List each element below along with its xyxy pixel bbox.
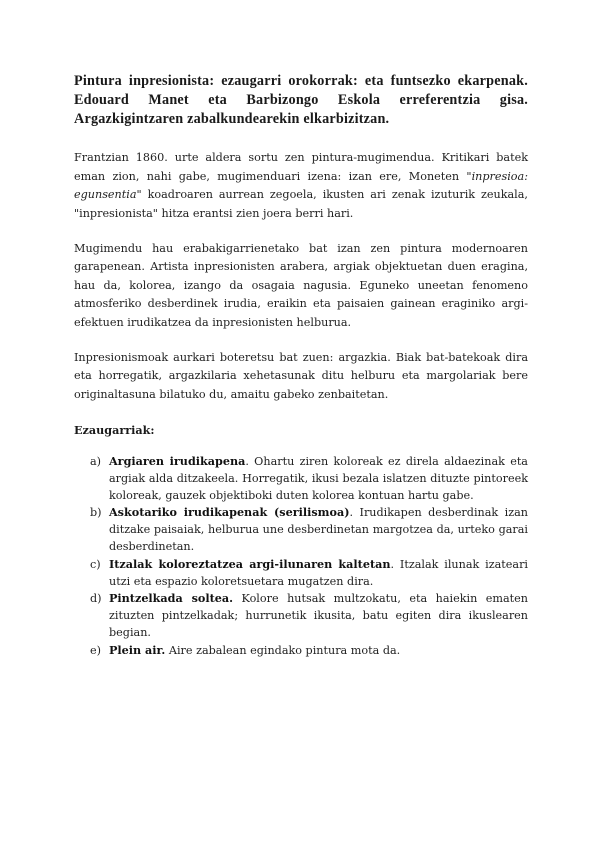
feature-description: Kolore hutsak multzokatu, eta haiekin ematen zituzten pintzelkadak; hurrunetik ikusita, batu egiten dira ikuslearen begian.: [109, 592, 528, 639]
feature-item-d: [90, 590, 528, 641]
painting-title-quote: inpresioa: egunsentia: [74, 169, 528, 201]
feature-term: Plein air.: [109, 642, 166, 657]
paragraph-origin-text-start: Frantzian 1860. urte aldera sortu zen pintura-mugimendua. Kritikari batek eman zion, nahi gabe, mugimenduari izena: izan ere, Moneten ": [74, 151, 528, 183]
feature-term: Argiaren irudikapena: [109, 453, 246, 468]
feature-item-b: [90, 504, 528, 555]
list-marker: e): [90, 643, 101, 657]
title-line-3: Argazkigintzaren zabalkundearekin elkarbizitzan.: [74, 111, 390, 127]
paragraph-origin: [74, 149, 528, 223]
feature-term: Itzalak koloreztatzea argi-ilunaren kaltetan: [109, 556, 391, 571]
features-list: [74, 453, 528, 659]
features-heading: Ezaugarriak:: [74, 422, 155, 437]
document-title: [74, 72, 528, 129]
feature-description: . Ohartu ziren koloreak ez direla aldaezinak eta argiak alda ditzakeela. Horregatik, ikusi bezala islatzen dituzte pintoreek koloreak, gauzek objektiboki duten kolorea kontuan hartu gabe.: [109, 454, 528, 502]
feature-term: Askotariko irudikapenak (serilismoa): [109, 505, 350, 519]
list-marker: a): [90, 454, 102, 468]
paragraph-origin-text-end: " koadroaren aurrean zegoela, ikusten ari zenak izuturik zeukala, "inpresionista" hitza erantsi zien joera berri hari.: [74, 188, 528, 220]
feature-item-a: [90, 453, 528, 504]
feature-description: Aire zabalean egindako pintura mota da.: [165, 643, 401, 657]
title-line-1: Pintura inpresionista: ezaugarri orokorrak: eta funtsezko ekarpenak.: [74, 73, 528, 89]
list-marker: c): [90, 557, 101, 571]
title-line-2: Edouard Manet eta Barbizongo Eskola erreferentzia gisa.: [74, 92, 528, 108]
list-marker: d): [90, 592, 102, 605]
feature-description: . Irudikapen desberdinak izan ditzake paisaiak, helburua une desberdinetan margotzea da, urteko garai desberdinetan.: [109, 506, 528, 553]
document-page: [74, 72, 528, 659]
paragraph-importance: Mugimendu hau erabakigarrienetako bat izan zen pintura modernoaren garapenean. Artista inpresionisten arabera, argiak objektuetan duen eragina, hau da, kolorea, izango da osagaia nagusia. Eguneko uneetan fenomeno atmosferiko desberdinek irudia, eraikin eta paisaien gainean eraginiko argi-efektuen irudikatzea da inpresionisten helburua.: [74, 241, 528, 329]
feature-item-c: [90, 556, 528, 590]
feature-item-e: [90, 642, 528, 659]
paragraph-photography: Inpresionismoak aurkari boteretsu bat zuen: argazkia. Biak bat-batekoak dira eta horregatik, argazkilaria xehetasunak ditu helburu eta margolariak bere originaltasuna bilatuko du, amaitu gabeko zenbaitetan.: [74, 350, 528, 401]
feature-term: Pintzelkada soltea.: [109, 591, 234, 605]
list-marker: b): [90, 506, 102, 519]
feature-description: . Itzalak ilunak izateari utzi eta espazio koloretsuetara mugatzen dira.: [109, 557, 528, 588]
